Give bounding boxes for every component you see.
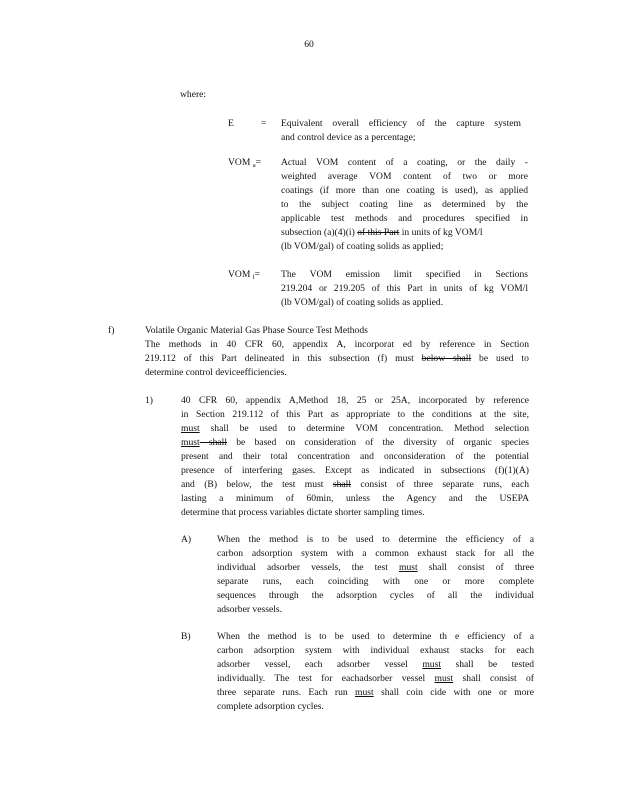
item-1-label: 1)	[145, 395, 153, 406]
definition-e-equals: =	[261, 118, 267, 129]
item-b-label: B)	[181, 631, 191, 642]
section-f-body: Volatile Organic Material Gas Phase Source Test Methods The methods in 40 CFR 60, appendix A, incorporat ed by reference in Section 219.112 of this Part delineated in this subsection (f) must below shall be used to determine control deviceefficiencies.	[145, 325, 529, 378]
definition-voma-text: Actual VOM content of a coating, or the daily - weighted average VOM content of two or more coatings (if more than one coating is used), as applied to the subject coating line as determined by the applicable test methods and procedures specified in subsection (a)(4)(i) of this Part in units of kg VOM/l (lb VOM/gal) of coating solids as applied;	[281, 157, 528, 252]
section-f-label: f)	[108, 325, 115, 336]
item-a-body: When the method is to be used to determine the efficiency of a carbon adsorption system with a common exhaust stack for all the individual adsorber vessels, the test must shall consist of three separate runs, each coinciding with one or more complete sequences through the adsorption cycles of all the individual adsorber vessels.	[217, 534, 534, 615]
definition-voml-symbol: VOM $_l$=	[228, 269, 261, 281]
item-1-body: 40 CFR 60, appendix A,Method 18, 25 or 25A, incorporated by reference in Section 219.112 of this Part as appropriate to the conditions at the site, must shall be used to determine VOM concentration. Method selection must shall be based on consideration of the diversity of organic species present and their total concentration and onconsideration of the potential presence of interfering gases. Except as indicated in subsections (f)(1)(A) and (B) below, the test must shall consist of three separate runs, each lasting a minimum of 60min, unless the Agency and the USEPA determine that process variables dictate shorter sampling times.	[181, 395, 529, 518]
definition-e-text: Equivalent overall efficiency of the capture system and control device as a percentage;	[281, 118, 521, 143]
definition-voml-text: The VOM emission limit specified in Sections 219.204 or 219.205 of this Part in units of kg VOM/l (lb VOM/gal) of coating solids as applied.	[281, 269, 528, 308]
item-b-body: When the method is to be used to determine th e efficiency of a carbon adsorption system with individual exhaust stacks for each adsorber vessel, each adsorber vessel must shall be tested individually. The test for eachadsorber vessel must shall consist of three separate runs. Each run must shall coin cide with one or more complete adsorption cycles.	[217, 631, 534, 712]
definition-voma-symbol: VOM $_a$=	[228, 157, 262, 169]
page-number: 60	[304, 39, 314, 50]
definition-e-symbol: E	[228, 118, 234, 129]
item-a-label: A)	[181, 534, 192, 545]
section-f-heading: Volatile Organic Material Gas Phase Source Test Methods	[145, 325, 368, 336]
where-label: where:	[180, 89, 207, 100]
